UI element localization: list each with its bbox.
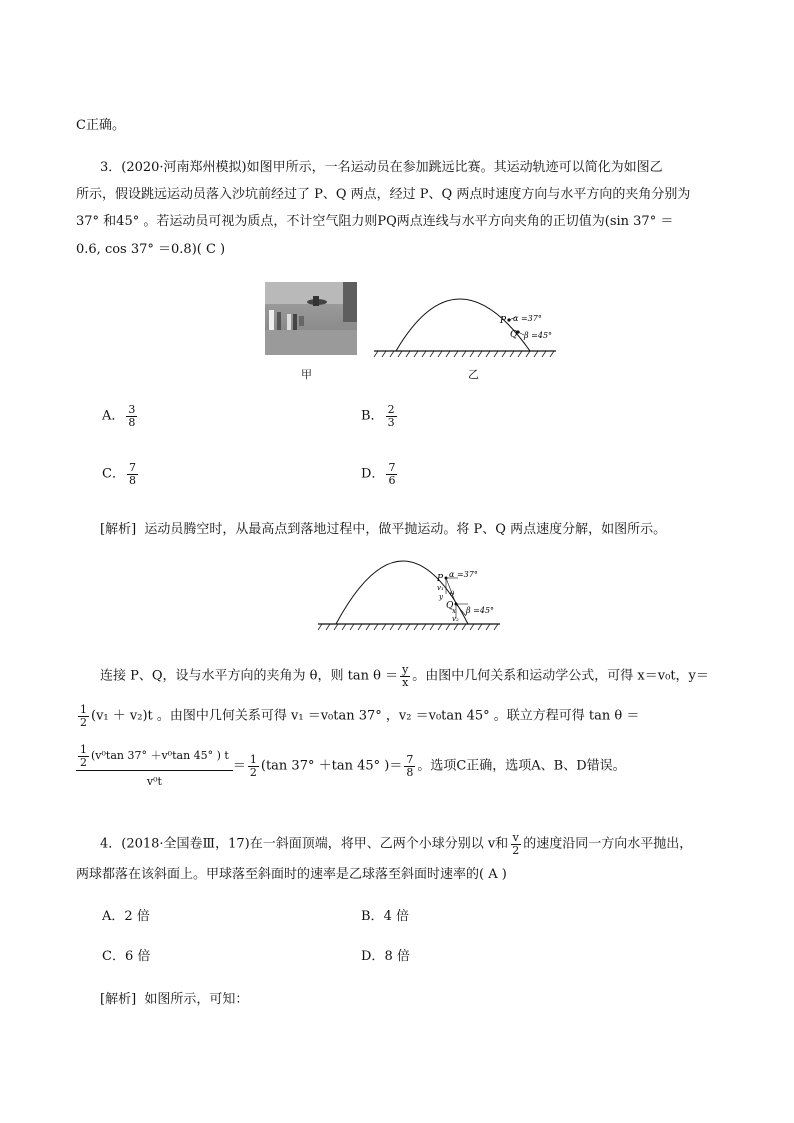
q3-stem-line3: 37° 和45° 。若运动员可视为质点，不计空气阻力则PQ两点连线与水平方向夹角的正切值为(sin 37° ＝ (76, 214, 674, 229)
q3-analysis: [解析] 运动员腾空时，从最高点到落地过程中，做平抛运动。将 P、Q 两点速度分解，如图所示。 (100, 522, 667, 537)
figure-jia-caption: 甲 (301, 368, 312, 381)
figure-yi-caption: 乙 (468, 368, 479, 381)
q4-stem-line2: 两球都落在该斜面上。甲球落至斜面时的速率是乙球落至斜面时速率的( A ) (76, 867, 507, 882)
q4-stem-line1: 4．(2018·全国卷Ⅲ，17)在一斜面顶端，将甲、乙两个小球分别以 v和 $\frac{v}{2}$ 的速度沿同一方向水平抛出， (100, 831, 693, 857)
photo-shapes (265, 282, 357, 355)
previous-answer-line: C正确。 (76, 118, 125, 133)
svg-text:P: P (437, 574, 444, 584)
svg-text:x: x (452, 607, 456, 615)
label-beta: β =45° (524, 331, 553, 340)
q4-analysis: [解析] 如图所示，可知： (100, 992, 249, 1007)
q4-option-a: A．2 倍 (102, 909, 150, 924)
svg-text:y: y (439, 593, 443, 601)
trajectory-diagram (372, 292, 558, 362)
long-jump-photo (265, 282, 357, 355)
svg-text:Q: Q (446, 601, 454, 611)
svg-text:α =37°: α =37° (449, 570, 478, 579)
q4-option-c: C．6 倍 (102, 949, 151, 964)
label-alpha: α =37° (513, 314, 542, 323)
q3-option-c: C． $\frac{7}{8}$ (102, 461, 136, 487)
velocity-decomposition-diagram (316, 548, 502, 632)
q4-option-d: D．8 倍 (361, 949, 410, 964)
svg-text:β =45°: β =45° (466, 606, 495, 615)
q3-option-b: B． $\frac{2}{3}$ (361, 403, 395, 429)
q4-option-b: B．4 倍 (361, 909, 409, 924)
svg-text:v₂: v₂ (452, 615, 459, 623)
label-p: P (500, 316, 507, 326)
svg-text:v₁: v₁ (437, 584, 444, 592)
eq-line1: 连接 P、Q，设与水平方向的夹角为 θ，则 tan θ ＝ $\frac{y}{x}$ 。由图中几何关系和运动学公式，可得 x＝v₀t，y＝ (100, 663, 709, 689)
q3-stem-line4: 0.6, cos 37° ＝0.8)( C ) (76, 242, 226, 257)
svg-text:θ: θ (450, 590, 455, 598)
eq-line2: $\frac{1}{2}$ (v₁ ＋ v₂)t 。由图中几何关系可得 v₁ ＝v₀tan 37° ，v₂ ＝v₀tan 45° 。联立方程可得 tan θ ＝ (80, 703, 640, 729)
label-q: Q (510, 330, 518, 340)
analysis-tag-2: [解析] (100, 992, 137, 1007)
q3-option-a: A． $\frac{3}{8}$ (102, 403, 136, 429)
trajectory-curve (396, 299, 530, 351)
q3-option-d: D． $\frac{7}{6}$ (361, 461, 396, 487)
analysis-tag: [解析] (100, 522, 137, 537)
q3-stem-line1: 3．(2020·河南郑州模拟)如图甲所示，一名运动员在参加跳远比赛。其运动轨迹可以简化为如图乙 (100, 160, 663, 175)
q3-stem-line2: 所示，假设跳远运动员落入沙坑前经过了 P、Q 两点，经过 P、Q 两点时速度方向与水平方向的夹角分别为 (76, 187, 691, 202)
eq-line3: $\frac{1}{2}$ (v⁰tan 37° ＋v⁰tan 45° ) t v⁰t ＝ $\frac{1}{2}$ (tan 37° ＋tan 45° )＝ $\frac{7}{8}$ 。选项C正确，选项A、B、D错误。 (76, 744, 626, 788)
